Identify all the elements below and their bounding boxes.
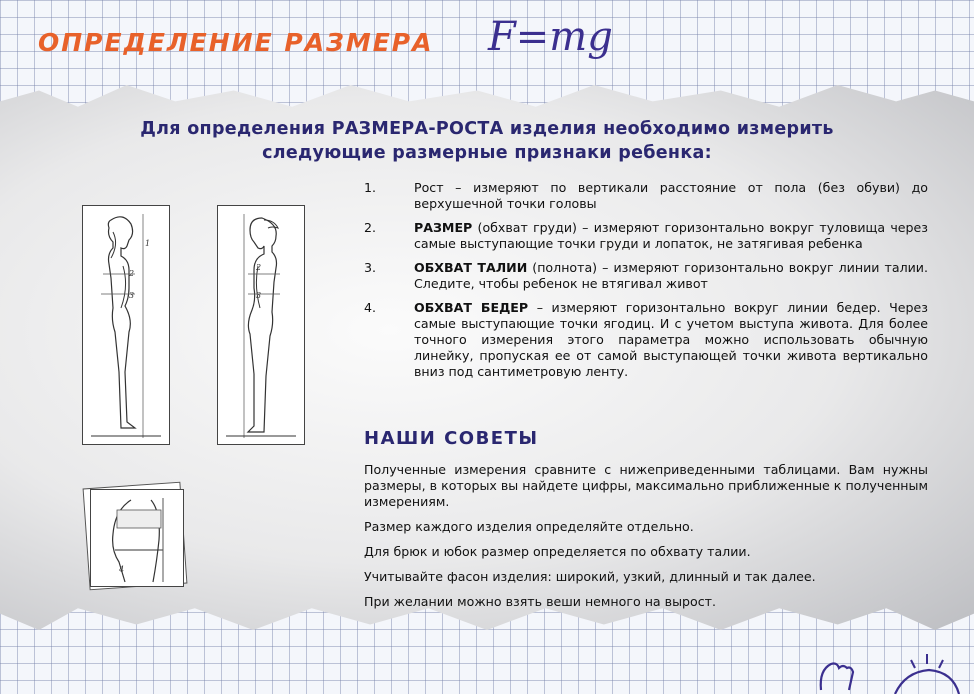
measurement-number: 2.	[364, 220, 377, 235]
measurement-item-4	[364, 300, 928, 380]
boy-figure	[217, 205, 305, 445]
boy-silhouette-icon	[218, 206, 304, 444]
measurement-number: 1.	[364, 180, 377, 195]
tips-list	[364, 462, 928, 619]
tip-item: Учитывайте фасон изделия: широкий, узкий, длинный и так далее.	[364, 569, 816, 584]
measurement-number: 4.	[364, 300, 377, 315]
measurement-text: РАЗМЕР (обхват груди) – измеряют горизонтально вокруг туловища через самые выступающие точки груди и лопаток, не затягивая ребенка	[414, 220, 928, 251]
formula-doodle: F=mg	[488, 14, 613, 60]
main-heading	[40, 117, 934, 165]
main-heading-line-2: следующие размерные признаки ребенка:	[262, 143, 712, 163]
tip-item: Для брюк и юбок размер определяется по обхвату талии.	[364, 544, 751, 559]
main-heading-line-1: Для определения РАЗМЕРА-РОСТА изделия необходимо измерить	[140, 119, 834, 139]
label-2: 2	[129, 269, 135, 278]
tip-item: Полученные измерения сравните с нижеприведенными таблицами. Вам нужны размеры, в которых вы найдете цифры, максимально приближенные к полученным измерениям.	[364, 462, 928, 509]
label-4: 4	[119, 565, 125, 574]
measurement-text: ОБХВАТ ТАЛИИ (полнота) – измеряют горизонтально вокруг линии талии. Следите, чтобы ребенок не втягивал живот	[414, 260, 928, 291]
measurement-item-2	[364, 220, 928, 252]
tip-item: При желании можно взять веши немного на вырост.	[364, 594, 716, 609]
label-3b: 3	[256, 291, 262, 300]
measurements-list	[364, 180, 928, 388]
hips-measure-icon	[91, 490, 183, 586]
label-2b: 2	[256, 263, 262, 272]
measurement-number: 3.	[364, 260, 377, 275]
measurement-item-1	[364, 180, 928, 212]
hips-figure	[90, 489, 184, 587]
header-title: ОПРЕДЕЛЕНИЕ РАЗМЕРА	[38, 28, 434, 57]
label-1: 1	[145, 239, 151, 248]
tips-title: НАШИ СОВЕТЫ	[364, 428, 539, 449]
measurement-text: Рост – измеряют по вертикали расстояние от пола (без обуви) до верхушечной точки головы	[414, 180, 928, 211]
measurement-item-3	[364, 260, 928, 292]
tip-item: Размер каждого изделия определяйте отдельно.	[364, 519, 694, 534]
girl-silhouette-icon	[83, 206, 169, 444]
girl-figure	[82, 205, 170, 445]
hand-doodle-icon	[815, 650, 965, 694]
measurement-text: ОБХВАТ БЕДЕР – измеряют горизонтально вокруг линии бедер. Через самые выступающие точки ягодиц. И с учетом выступа живота. Для более точного измерения этого параметра можно использовать обычную линейку, пропуская ее от самой выступающей точки живота вертикально вниз под сантиметровую ленту.	[414, 300, 928, 379]
label-3: 3	[129, 291, 135, 300]
